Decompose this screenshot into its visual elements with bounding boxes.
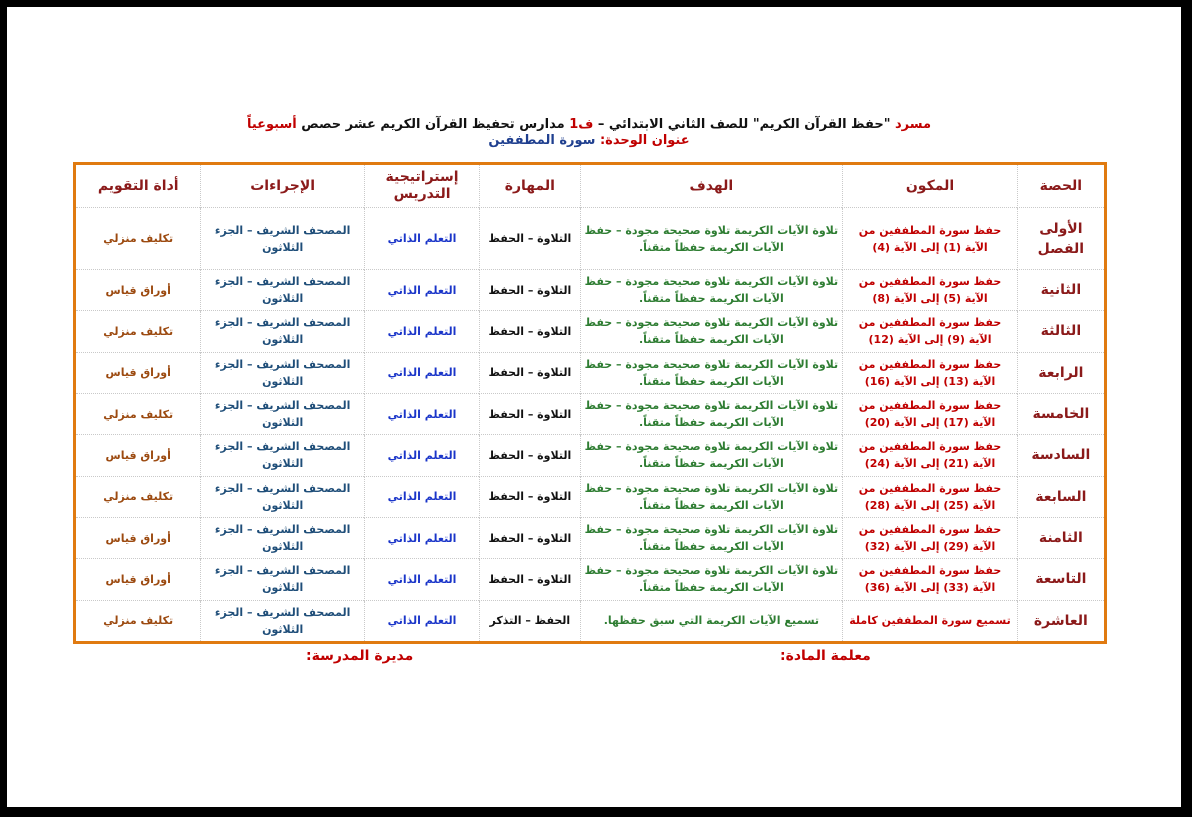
component-cell: تسميع سورة المطففين كاملة xyxy=(843,600,1018,643)
procedure-cell: المصحف الشريف – الجزء الثلاثون xyxy=(201,476,364,517)
unit-title: عنوان الوحدة: سورة المطففين xyxy=(488,133,690,148)
strategy-cell: التعلم الذاتي xyxy=(364,208,479,270)
objective-cell: تلاوة الآيات الكريمة تلاوة صحيحة مجودة – حفظ الآيات الكريمة حفظاً متقناً. xyxy=(580,393,843,434)
column-header: الهدف xyxy=(580,164,843,208)
skill-cell: التلاوة – الحفظ xyxy=(480,517,580,558)
skill-cell: التلاوة – الحفظ xyxy=(480,476,580,517)
session-cell: العاشرة xyxy=(1017,600,1105,643)
table-row xyxy=(75,435,1106,476)
session-cell: الثالثة xyxy=(1017,311,1105,352)
principal-signature-label: مديرة المدرسة: xyxy=(306,648,414,664)
table-row xyxy=(75,311,1106,352)
procedure-cell: المصحف الشريف – الجزء الثلاثون xyxy=(201,393,364,434)
table-row xyxy=(75,393,1106,434)
procedure-cell: المصحف الشريف – الجزء الثلاثون xyxy=(201,270,364,311)
skill-cell: الحفظ – التذكر xyxy=(480,600,580,643)
component-cell: حفظ سورة المطففين من الآية (33) إلى الآية (36) xyxy=(843,559,1018,600)
session-cell: السابعة xyxy=(1017,476,1105,517)
teacher-signature-label: معلمة المادة: xyxy=(780,648,871,664)
session-cell: الثامنة xyxy=(1017,517,1105,558)
objective-cell: تلاوة الآيات الكريمة تلاوة صحيحة مجودة – حفظ الآيات الكريمة حفظاً متقناً. xyxy=(580,559,843,600)
column-header: المكون xyxy=(843,164,1018,208)
procedure-cell: المصحف الشريف – الجزء الثلاثون xyxy=(201,559,364,600)
column-header: الإجراءات xyxy=(201,164,364,208)
lesson-plan-table xyxy=(73,162,1107,644)
procedure-cell: المصحف الشريف – الجزء الثلاثون xyxy=(201,311,364,352)
objective-cell: تلاوة الآيات الكريمة تلاوة صحيحة مجودة – حفظ الآيات الكريمة حفظاً متقناً. xyxy=(580,517,843,558)
skill-cell: التلاوة – الحفظ xyxy=(480,393,580,434)
strategy-cell: التعلم الذاتي xyxy=(364,311,479,352)
evaluation-cell: تكليف منزلي xyxy=(75,393,201,434)
skill-cell: التلاوة – الحفظ xyxy=(480,270,580,311)
session-cell: الثانية xyxy=(1017,270,1105,311)
table-row xyxy=(75,517,1106,558)
strategy-cell: التعلم الذاتي xyxy=(364,435,479,476)
skill-cell: التلاوة – الحفظ xyxy=(480,311,580,352)
strategy-cell: التعلم الذاتي xyxy=(364,393,479,434)
table-row xyxy=(75,270,1106,311)
session-cell: السادسة xyxy=(1017,435,1105,476)
procedure-cell: المصحف الشريف – الجزء الثلاثون xyxy=(201,435,364,476)
session-cell: التاسعة xyxy=(1017,559,1105,600)
strategy-cell: التعلم الذاتي xyxy=(364,517,479,558)
skill-cell: التلاوة – الحفظ xyxy=(480,208,580,270)
table-row xyxy=(75,600,1106,643)
evaluation-cell: أوراق قياس xyxy=(75,270,201,311)
objective-cell: تلاوة الآيات الكريمة تلاوة صحيحة مجودة – حفظ الآيات الكريمة حفظاً متقناً. xyxy=(580,311,843,352)
component-cell: حفظ سورة المطففين من الآية (25) إلى الآية (28) xyxy=(843,476,1018,517)
table-row xyxy=(75,208,1106,270)
component-cell: حفظ سورة المطففين من الآية (1) إلى الآية (4) xyxy=(843,208,1018,270)
skill-cell: التلاوة – الحفظ xyxy=(480,435,580,476)
evaluation-cell: أوراق قياس xyxy=(75,517,201,558)
component-cell: حفظ سورة المطففين من الآية (17) إلى الآية (20) xyxy=(843,393,1018,434)
table-row xyxy=(75,559,1106,600)
strategy-cell: التعلم الذاتي xyxy=(364,476,479,517)
component-cell: حفظ سورة المطففين من الآية (5) إلى الآية (8) xyxy=(843,270,1018,311)
evaluation-cell: تكليف منزلي xyxy=(75,208,201,270)
table-row xyxy=(75,476,1106,517)
session-cell: الخامسة xyxy=(1017,393,1105,434)
column-header: الحصة xyxy=(1017,164,1105,208)
objective-cell: تلاوة الآيات الكريمة تلاوة صحيحة مجودة – حفظ الآيات الكريمة حفظاً متقناً. xyxy=(580,270,843,311)
table-row xyxy=(75,352,1106,393)
skill-cell: التلاوة – الحفظ xyxy=(480,559,580,600)
objective-cell: تلاوة الآيات الكريمة تلاوة صحيحة مجودة – حفظ الآيات الكريمة حفظاً متقناً. xyxy=(580,476,843,517)
component-cell: حفظ سورة المطففين من الآية (29) إلى الآية (32) xyxy=(843,517,1018,558)
objective-cell: تلاوة الآيات الكريمة تلاوة صحيحة مجودة – حفظ الآيات الكريمة حفظاً متقناً. xyxy=(580,435,843,476)
component-cell: حفظ سورة المطففين من الآية (21) إلى الآية (24) xyxy=(843,435,1018,476)
session-cell: الأولى الفصل xyxy=(1017,208,1105,270)
document-title: مسرد "حفظ القرآن الكريم" للصف الثاني الابتدائي – ف1 مدارس تحفيظ القرآن الكريم عشر حصص أسبوعياً xyxy=(246,117,932,132)
strategy-cell: التعلم الذاتي xyxy=(364,559,479,600)
session-cell: الرابعة xyxy=(1017,352,1105,393)
table-header-row xyxy=(75,164,1106,208)
column-header: أداة التقويم xyxy=(75,164,201,208)
component-cell: حفظ سورة المطففين من الآية (13) إلى الآية (16) xyxy=(843,352,1018,393)
strategy-cell: التعلم الذاتي xyxy=(364,352,479,393)
evaluation-cell: تكليف منزلي xyxy=(75,311,201,352)
objective-cell: تلاوة الآيات الكريمة تلاوة صحيحة مجودة – حفظ الآيات الكريمة حفظاً متقناً. xyxy=(580,352,843,393)
evaluation-cell: أوراق قياس xyxy=(75,559,201,600)
evaluation-cell: أوراق قياس xyxy=(75,352,201,393)
objective-cell: تلاوة الآيات الكريمة تلاوة صحيحة مجودة – حفظ الآيات الكريمة حفظاً متقناً. xyxy=(580,208,843,270)
evaluation-cell: تكليف منزلي xyxy=(75,600,201,643)
procedure-cell: المصحف الشريف – الجزء الثلاثون xyxy=(201,208,364,270)
procedure-cell: المصحف الشريف – الجزء الثلاثون xyxy=(201,600,364,643)
objective-cell: تسميع الآيات الكريمة التي سبق حفظها. xyxy=(580,600,843,643)
evaluation-cell: تكليف منزلي xyxy=(75,476,201,517)
skill-cell: التلاوة – الحفظ xyxy=(480,352,580,393)
strategy-cell: التعلم الذاتي xyxy=(364,600,479,643)
strategy-cell: التعلم الذاتي xyxy=(364,270,479,311)
procedure-cell: المصحف الشريف – الجزء الثلاثون xyxy=(201,517,364,558)
column-header: إستراتيجية التدريس xyxy=(364,164,479,208)
evaluation-cell: أوراق قياس xyxy=(75,435,201,476)
procedure-cell: المصحف الشريف – الجزء الثلاثون xyxy=(201,352,364,393)
component-cell: حفظ سورة المطففين من الآية (9) إلى الآية (12) xyxy=(843,311,1018,352)
column-header: المهارة xyxy=(480,164,580,208)
